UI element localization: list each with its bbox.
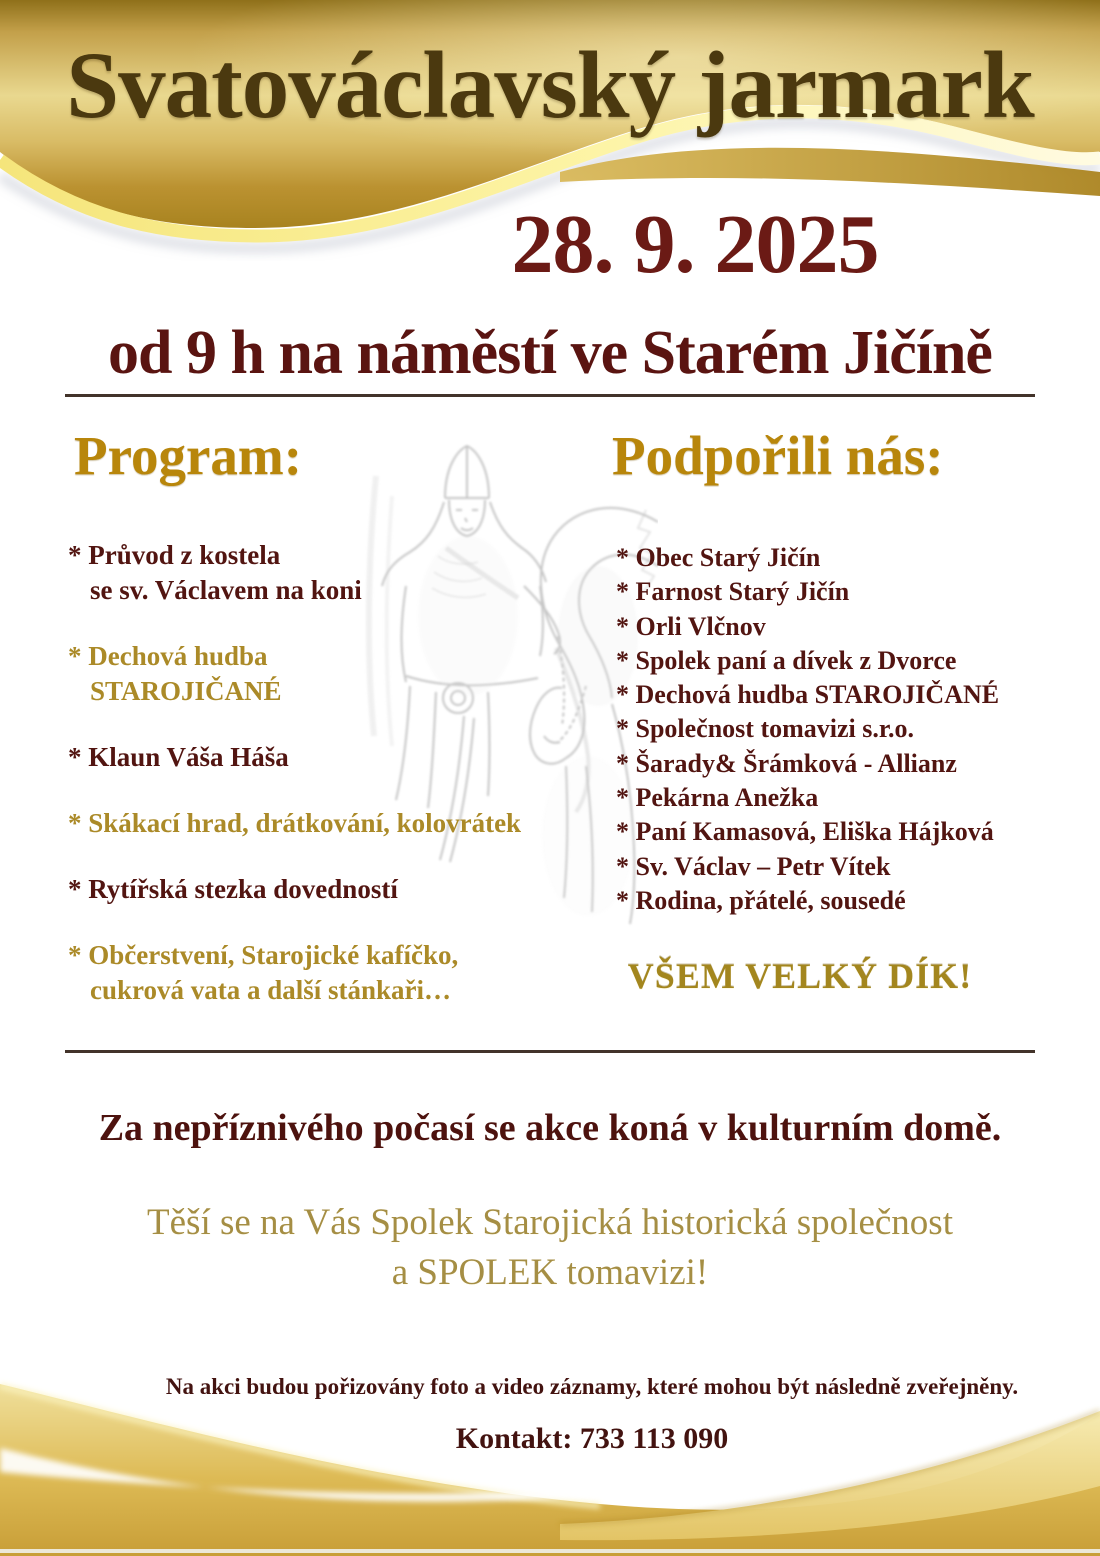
program-heading: Program: bbox=[74, 425, 303, 486]
program-item: * Skákací hrad, drátkování, kolovrátek bbox=[68, 808, 522, 838]
weather-note: Za nepříznivého počasí se akce koná v kulturním domě. bbox=[98, 1107, 1002, 1149]
contact-phone: Kontakt: 733 113 090 bbox=[455, 1422, 729, 1455]
poster-title: Svatováclavský jarmark bbox=[66, 32, 1034, 138]
supporter-item: * Společnost tomavizi s.r.o. bbox=[616, 714, 915, 744]
closing-line-2: a SPOLEK tomavizi! bbox=[391, 1252, 709, 1293]
supporter-item: * Pekárna Anežka bbox=[616, 783, 819, 813]
divider-bottom bbox=[65, 1050, 1035, 1053]
supporter-item: * Farnost Starý Jičín bbox=[616, 577, 850, 607]
program-list bbox=[68, 538, 578, 1039]
divider-top bbox=[65, 394, 1035, 397]
supporter-item: * Spolek paní a dívek z Dvorce bbox=[616, 645, 957, 675]
event-time-location: od 9 h na náměstí ve Starém Jičíně bbox=[108, 319, 992, 387]
program-item: * Rytířská stezka dovedností bbox=[68, 874, 398, 904]
program-item: * Dechová hudba STAROJIČANÉ bbox=[68, 641, 282, 706]
supporter-item: * Orli Vlčnov bbox=[616, 611, 766, 641]
supporter-item: * Sv. Václav – Petr Vítek bbox=[616, 851, 891, 881]
closing-invitation bbox=[0, 1198, 1100, 1298]
program-item: * Klaun Váša Háša bbox=[68, 742, 289, 772]
program-item: * Občerstvení, Starojické kafíčko, cukrová vata a další stánkaři… bbox=[68, 940, 459, 1005]
closing-line-1: Těší se na Vás Spolek Starojická historická společnost bbox=[147, 1202, 953, 1243]
supporter-item: * Šarady& Šrámková - Allianz bbox=[616, 748, 957, 778]
supporter-item: * Paní Kamasová, Eliška Hájková bbox=[616, 817, 994, 847]
supporter-item: * Rodina, přátelé, sousedé bbox=[616, 885, 906, 915]
supporter-item: * Dechová hudba STAROJIČANÉ bbox=[616, 680, 1000, 710]
thanks-line: VŠEM VELKÝ DÍK! bbox=[627, 956, 973, 996]
supporters-heading: Podpořili nás: bbox=[612, 425, 944, 486]
program-item: * Průvod z kostela se sv. Václavem na koni bbox=[68, 540, 362, 605]
photo-notice: Na akci budou pořizovány foto a video záznamy, které mohou být následně zveřejněny. bbox=[165, 1374, 1019, 1399]
supporter-item: * Obec Starý Jičín bbox=[616, 543, 821, 572]
supporters-list bbox=[616, 541, 1086, 918]
event-date: 28. 9. 2025 bbox=[511, 198, 879, 291]
